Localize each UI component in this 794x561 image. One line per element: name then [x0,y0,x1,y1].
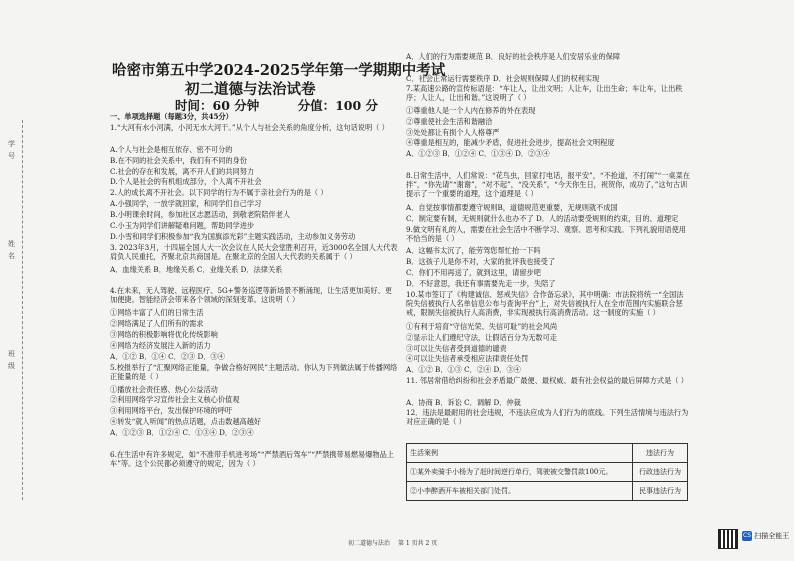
table-header-row [407,444,688,463]
question-line: ①有利于培育“守信光荣、失信可耻”的社会风尚 [406,322,558,331]
question-line: ④网络为经济发展注入新的活力 [110,340,211,350]
question-line: A．协商 B．诉讼 C．调解 D．仲裁 [406,397,521,407]
question-line: A．人们的行为需要规范 B．良好的社会秩序是人们安居乐业的保障 [406,52,621,61]
table-header-case: 生活案例 [407,444,633,463]
binding-label: 学 [8,140,15,148]
question-line: ②显示让人们遵纪守法，让假话百分为无数可走 [406,332,557,342]
question-line: A．①②③ B．①②④ C．①③④ D．②③④ [110,428,254,438]
question-line: A．自觉按事情都要遵守规则B，道德规范更重要，无规则就不成国 [406,203,618,213]
question-line: A.个人与社会是相互依存、密不可分的 [110,144,233,154]
question-line: ④尊重是相互的，能减少矛盾，促进社会进步，提高社会文明程度 [406,138,615,148]
question-line: ①尊重他人是一个人内在修养的外在表现 [406,106,536,115]
question-line: 6.在生活中有许多规定，如“不准带手机进考场”“严禁酒后驾车”“严禁携带易燃易爆物品上车”等。这个公民都必须遵守的规定，因为（ ） [110,449,394,468]
question-line: A．①② B．①④ C．②③ D．③④ [110,351,225,361]
question-line: ②尊重使社会生活和谐融洽 [406,116,493,126]
question-line: ③网络的积极影响将优化传统影响 [110,330,218,339]
question-line: 2.人的成长离不开社会。以下同学的行为不属于亲社会行为的是（ ） [110,188,328,198]
question-line: 11. 邻居常借给纠纷和社会矛盾最广最便、最权威、最有社会权益的最后屏障方式是（ ） [406,376,688,385]
question-line: 12．违法是最耐用的社会违规，不违法应成为人们行为的底线。下列生活情境与违法行为对应正确的是（ ） [406,408,689,427]
table-cell-type: 民事违法行为 [633,482,688,501]
question-line: 3. 2023年3月，十四届全国人大一次会议在人民大会堂胜利召开，近3000名全国人大代表肩负人民重托，齐聚北京共商国是。在聚北京的全国人大代表的关系属于（ ） [110,242,398,261]
exam-time: 时间：60 分钟 [175,98,260,113]
question-line: B.小明课余时间，参加社区志愿活动，到敬老院陪伴老人 [110,210,291,220]
question-line: A．①②③ B．①②④ C．①③④ D．②③④ [406,149,550,159]
question-line: ③利用网络平台，发出保护环境的呼吁 [110,406,233,416]
question-line: ②网络满足了人们所有的需求 [110,319,204,329]
table-cell-case: ①某外卖骑手小杨为了赶时间逆行单行，驾驶被交警罚款100元。 [407,463,633,482]
question-line: 一、单项选择题（每题3分，共45分） [110,112,233,121]
exam-score: 分值：100 分 [297,98,379,113]
footer-page-number: 第 1 页共 2 页 [397,540,438,547]
table-cell-type: 行政违法行为 [633,463,688,482]
question-line: 5.校报举行了“汇聚网络正能量，争做合格好网民”主题活动。你认为下列做法属于传播网络正能量的是（ ） [110,362,398,381]
binding-label: 级 [8,362,15,370]
question-line: ④可以让失信者承受相应法律责任处罚 [406,354,529,364]
question-line: 8.日常生活中，人们常说：“花鸟虫，回家打电话，报平安”，“不抢道，不打闹”“一桌菜在拌”，“你先请”“谢谢”，“对不起”，“没关系”，“今天你生日，祝贺你，成功了，”这句古训提示了一个重要的道理，这个道理是（ ） [406,170,690,198]
binding-label: 姓 [8,240,15,248]
question-line: A.小强同学，一放学就回家，和同学们自己学习 [110,199,262,209]
question-line: C．社会正常运行需要秩序 D．社会规则保障人们的权利实现 [406,73,600,83]
scanner-badge-text: 扫描全能王 [754,532,790,540]
table-row [407,482,688,501]
binding-label: 名 [8,252,15,260]
question-line: 1.“大河有水小河满，小河无水大河干。”从个人与社会关系的角度分析，这句话说明（ ） [110,122,389,132]
exam-title: 哈密市第五中学2024-2025学年第一学期期中考试 [112,62,446,79]
footer-subject: 初二道德与法治 [348,540,391,547]
question-line: D．不好意思，我还有事需要先走一步，失陪了 [406,278,556,288]
question-line: D.个人是社会的有机组成部分，个人离不开社会 [110,177,262,187]
question-line: ①播放社会责任感、热心公益活动 [110,384,218,394]
table-row [407,463,688,482]
question-line: C.社会的存在和发展，离不开人们的共同努力 [110,166,255,176]
table-cell-case: ②小李醉酒开车被相关部门处罚。 [407,482,633,501]
page-footer [348,538,443,547]
exam-subtitle: 初二道德与法治试卷 [185,81,316,98]
question-line: ①网络丰富了人们的日常生活 [110,308,204,318]
question-line: C.小玉为同学们讲解疑难问题，帮助同学进步 [110,221,255,230]
binding-strip [4,120,26,500]
question-line: 7.某高速公路的宣传标语是：“车让人，让出文明；人让车，让出生命；车让车，让出秩序；人让人，让出和谐。”这说明了（ ） [406,84,683,103]
question-line: A．①② B．①③ C．②④ D．③④ [406,365,521,375]
question-line: ②利用网络学习宣传社会主义核心价值观 [110,395,240,405]
binding-label: 号 [8,152,15,160]
question-line: 9.做文明有礼的人，需要在社会生活中不断学习、观察、思考和实践。下列礼貌用语使用不恰当的是（ ） [406,224,686,243]
scanner-badge [742,531,789,541]
binding-dashed-line [22,120,23,500]
question-line: 10.某市签订了《构建诚信、惩戒失信》合作备忘录》，其中明确：市法院将统一“全国法院失信被执行人名单信息公布与查询平台”上，对失信被执行人在全市范围内实施联合惩戒，限制失信被执行人高消费，非实现被执行高消费活动。这一制度的实施（ ） [406,289,684,317]
question-line: B.在不同的社会关系中，我们有不同的身份 [110,155,247,165]
question-line: A．血缘关系 B．地缘关系 C．业缘关系 D．法律关系 [110,264,283,274]
qr-code-icon [718,529,738,549]
binding-label: 班 [8,350,15,358]
question-12-table [406,443,688,501]
question-line: C．制定要有制，无规则就什么也办不了 D．人的活动要受规则的约束，目的、道理定 [406,214,679,223]
question-line: ③可以让失信者受到道德的谴责 [406,343,507,353]
question-line: D.小雪和同学们积极参加“我为国旗添光彩”主题实践活动，主动参加义务劳动 [110,231,356,241]
question-line: ③处处都让有损个人人格尊严 [406,127,500,137]
question-line: ④转发“就人听闻”的热点话题，点击数越高越好 [110,417,262,427]
question-line: C．你们不用再送了，就到这里，请留步吧 [406,268,541,277]
table-header-type: 违法行为 [633,444,688,463]
question-line: B．这孩子儿是你不对，大家的批评我也接受了 [406,257,556,267]
question-line: A．这幅书太沉了，能劳驾您帮忙抬一下吗 [406,246,541,256]
scanner-logo-icon: CS [743,532,751,539]
question-line: 4.在未来，无人驾驶、远程医疗、5G+警务巡逻等新场景不断涌现，让生活更加美好、更加便捷。智能经济会带来各个领域的深刻变革。这说明（ ） [110,286,392,305]
